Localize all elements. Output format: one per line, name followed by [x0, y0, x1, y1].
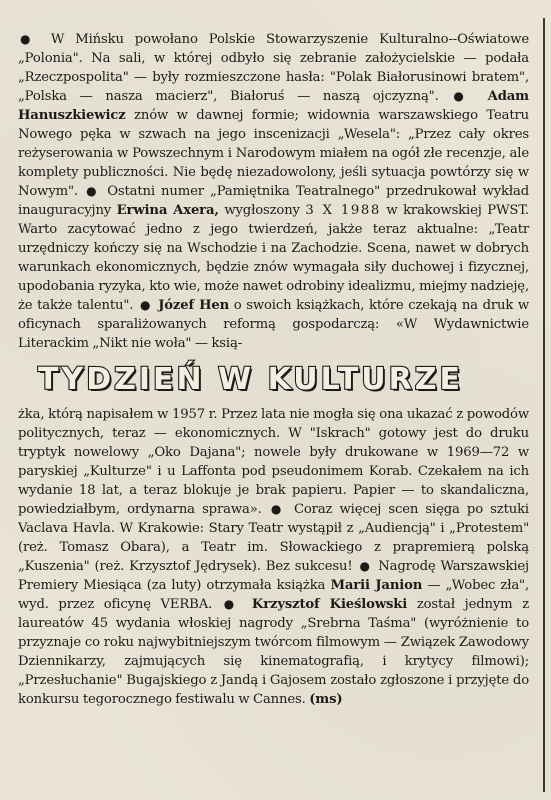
bold-name: (ms) — [309, 692, 343, 707]
text-run: wygłoszony — [224, 203, 300, 218]
bullet-icon: ● — [86, 184, 100, 198]
text-run: żka, którą napisałem w 1957 r. Przez lata nie mogła się ona ukazać z powodów politycznych, teraz — ekonomicznych. W "Iskrach" gotowy jest do druku tryptyk nowelowy „Oko Dajana"; nowele były drukowane w 1969—72 w paryskiej „Kulturze" i u Laffonta pod pseudonimem Korab. Czekałem na ich wydanie 18 lat, a teraz blokuje je brak papieru. Papier — to skandaliczna, powiedziałbym, ordynarna sprawa». — [18, 407, 529, 517]
article-text-top — [18, 30, 537, 353]
text-run: W Mińsku powołano Polskie Stowarzyszenie Kulturalno--Oświatowe „Polonia". Na sali, w której odbyło się zebranie założycielskie — podała „Rzeczpospolita" — były rozmieszczone hasła: "Polak Białorusinowi bratem", „Polska — nasza macierz", Białoruś — naszą ojczyzną". — [18, 32, 530, 104]
bullet-icon: ● — [20, 32, 38, 46]
bullet-icon: ● — [223, 597, 241, 611]
banner-title: TYDZIEŃ W KULTURZE — [38, 362, 463, 397]
text-run: o swoich książkach, które czekają na druk w oficynach sparaliżowanych reformą gospodarczą: «W Wydawnictwie Literackim „Nikt nie woła" — ksią- — [18, 298, 530, 351]
text-run: Ostatni numer „Pamiętnika Teatralnego" przedrukował wykład inauguracyjny — [18, 184, 529, 218]
section-banner — [18, 359, 537, 401]
article-text-bottom — [18, 405, 537, 709]
text-run: Nagrodę Warszawskiej Premiery Miesiąca (za luty) otrzymała książka — [18, 559, 529, 593]
text-run: — „Wobec zła", wyd. przez oficynę VERBA. — [18, 578, 529, 612]
bullet-icon: ● — [359, 559, 372, 573]
bold-name: Adam Hanuszkiewicz — [18, 89, 529, 123]
text-run: 3 X 1988 — [305, 203, 381, 218]
text-run: został jednym z laureatów 45 wydania włoskiej nagrody „Srebrna Taśma" (wyróżnienie to przyznaje co roku najwybitniejszym twórcom filmowym — Związek Zawodowy Dziennikarzy, zajmujących się kinematografią, i krytycy filmowi); „Przesłuchanie" Bugajskiego z Jandą i Gajosem zostało zgłoszone i przyjęte do konkursu tegorocznego festiwalu w Cannes. — [18, 597, 529, 707]
bold-name: Erwina Axera, — [116, 203, 219, 218]
text-run: w krakowskiej PWST. Warto zacytować jedno z jego twierdzeń, jakże teraz aktualne: „Teatr urzędniczy kończy się na Wschodzie i na Zachodzie. Scena, nawet w dobrych warunkach ekonomicznych, będzie znów wymagała siły duchowej i fizycznej, upodobania ryzyka, kto wie, może nawet odrobiny idealizmu, miejmy nadzieję, że także talentu". — [18, 203, 529, 313]
text-run: Coraz więcej scen sięga po sztuki Vaclava Havla. W Krakowie: Stary Teatr wystąpił z „Audiencją" i „Protestem" (reż. Tomasz Obara), a Teatr im. Słowackiego z prapremierą polską „Kuszenia" (reż. Krzysztof Jędrysek). Bez sukcesu! — [18, 502, 529, 574]
bold-name: Krzysztof Kieślowski — [251, 597, 408, 612]
text-run: znów w dawnej formie; widownia warszawskiego Teatru Nowego pęka w szwach na jego inscenizacji „Wesela": „Przez cały okres reżyserowania w Powszechnym i Narodowym miałem na ogół złe recenzje, ale komplety publiczności. Nie będę niezadowolony, jeśli sytuacja powtórzy się w Nowym". — [18, 108, 529, 199]
bold-name: Marii Janion — [330, 578, 423, 593]
bullet-icon: ● — [270, 502, 285, 516]
bold-name: Józef Hen — [158, 298, 230, 313]
bullet-icon: ● — [140, 298, 152, 312]
bullet-icon: ● — [453, 89, 473, 103]
column-rule — [543, 18, 545, 792]
